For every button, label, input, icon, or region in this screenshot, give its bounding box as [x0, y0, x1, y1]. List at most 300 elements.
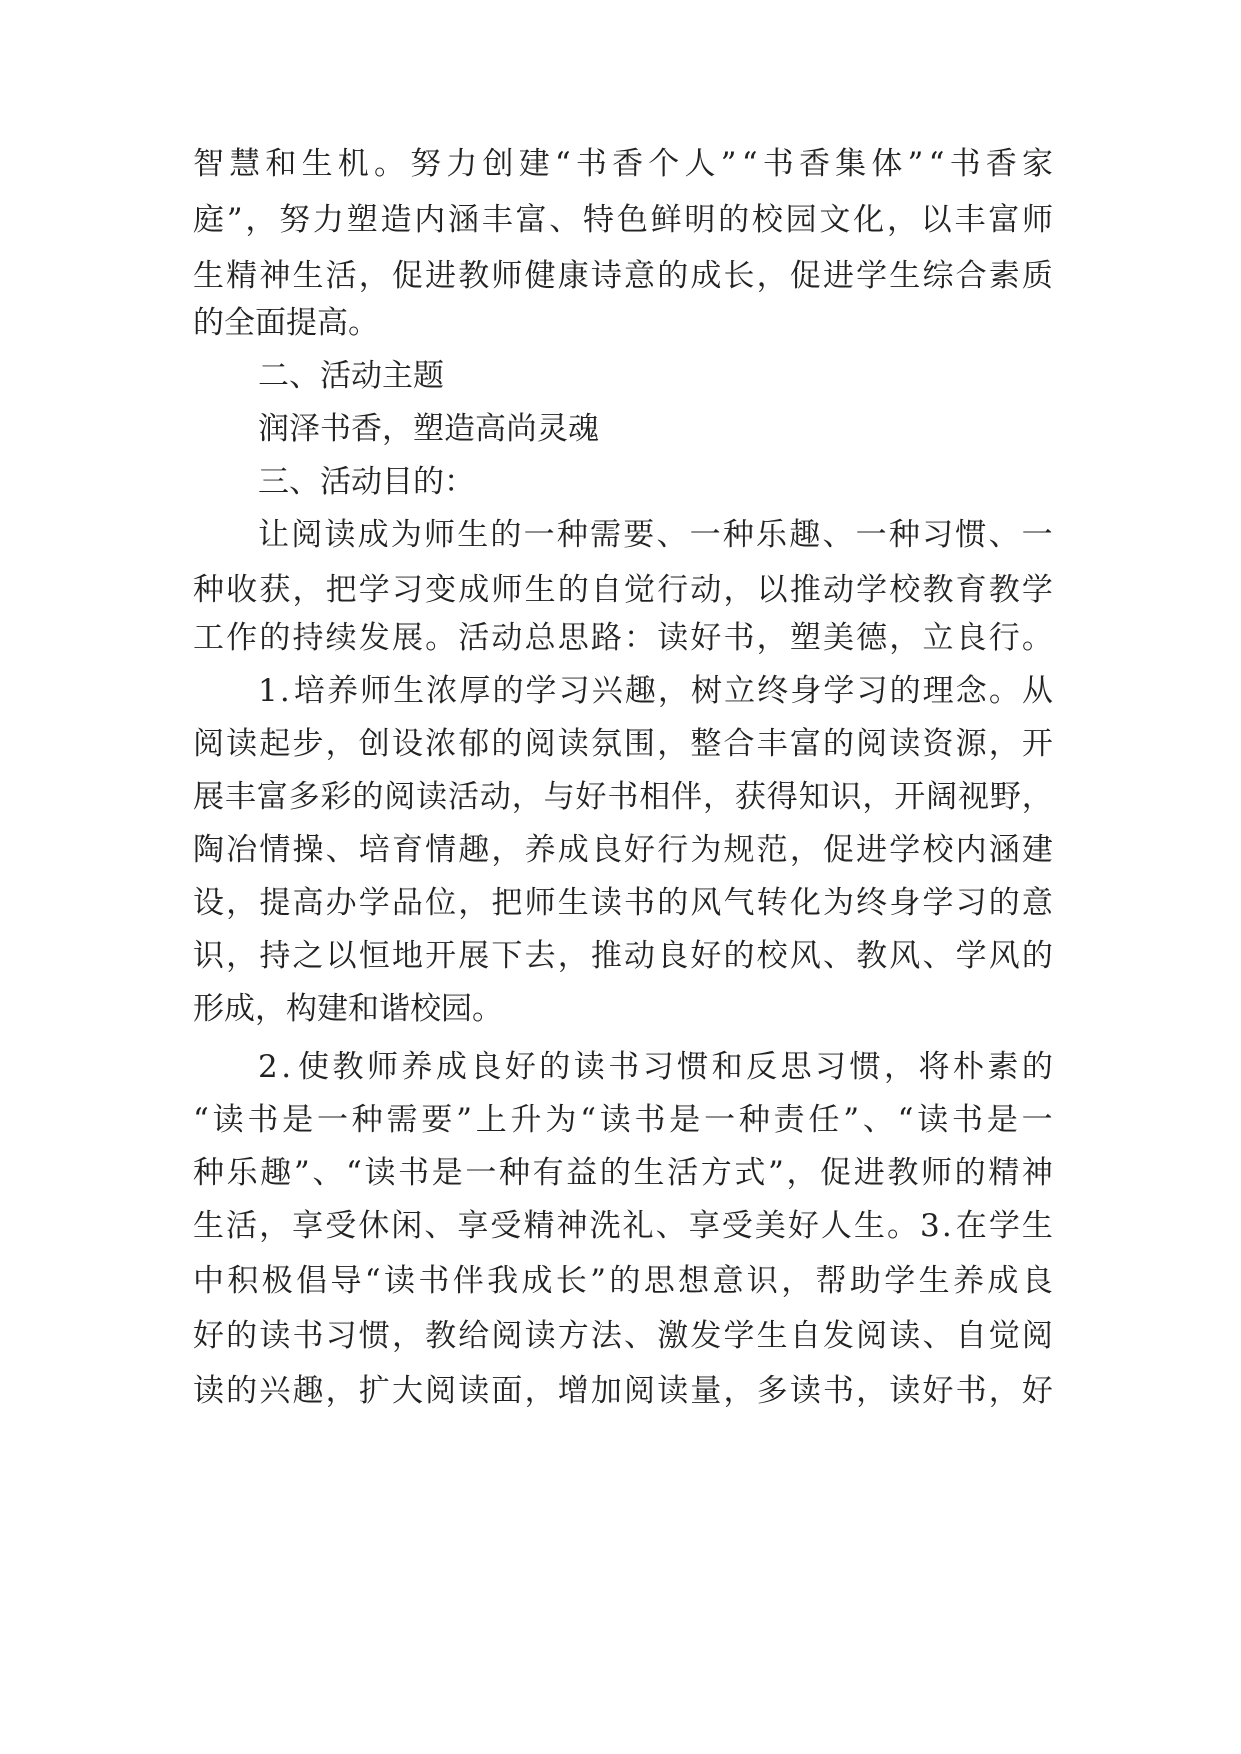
- text-glyph: 惯: [677, 1049, 709, 1085]
- section-heading: 三、活动目的：: [258, 464, 475, 500]
- text-glyph: 得: [766, 779, 798, 815]
- text-glyph: 。: [425, 620, 457, 656]
- text-glyph: 书: [575, 146, 607, 182]
- text-glyph: 学: [988, 1208, 1020, 1244]
- text-glyph: 阅: [856, 726, 888, 762]
- text-line: [258, 505, 1053, 565]
- text-glyph: 厚: [459, 673, 491, 709]
- text-glyph: 智: [193, 146, 224, 182]
- text-glyph: ，: [226, 885, 258, 921]
- text-glyph: 师: [366, 1049, 398, 1085]
- text-glyph: 读: [789, 1373, 821, 1409]
- text-glyph: 2: [258, 1049, 278, 1085]
- text-glyph: ，: [1021, 779, 1053, 815]
- text-glyph: 面: [491, 1373, 523, 1409]
- text-glyph: 教: [988, 572, 1020, 608]
- text-glyph: 是: [282, 1102, 314, 1138]
- text-glyph: 趣: [260, 1155, 292, 1191]
- text-glyph: 开: [894, 779, 926, 815]
- text-glyph: 助: [849, 1263, 881, 1299]
- text-glyph: 乐: [226, 1155, 258, 1191]
- text-glyph: ”: [767, 1155, 784, 1191]
- text-glyph: “: [193, 1102, 209, 1138]
- text-glyph: ，: [491, 832, 523, 868]
- text-glyph: 、: [656, 517, 688, 553]
- text-glyph: 美: [822, 620, 854, 656]
- text-glyph: 续: [325, 620, 357, 656]
- text-glyph: 、: [312, 1155, 344, 1191]
- text-glyph: 是: [431, 1155, 463, 1191]
- text-glyph: ，: [325, 1373, 357, 1409]
- text-glyph: 生: [193, 258, 224, 294]
- text-glyph: 、: [922, 1318, 954, 1354]
- text-glyph: “: [928, 146, 945, 182]
- text-glyph: 是: [986, 1102, 1018, 1138]
- text-glyph: ，: [786, 1155, 818, 1191]
- text-glyph: 展: [458, 938, 490, 974]
- text-glyph: 校: [756, 938, 788, 974]
- text-glyph: 创: [482, 146, 514, 182]
- text-glyph: 活: [667, 1155, 699, 1191]
- text-glyph: 良: [1021, 1263, 1053, 1299]
- text-glyph: 精: [226, 258, 258, 294]
- text-glyph: 色: [616, 202, 648, 238]
- text-glyph: 进: [425, 258, 457, 294]
- text-glyph: 建: [518, 146, 550, 182]
- text-glyph: 涵: [988, 832, 1020, 868]
- text-glyph: ，: [756, 258, 788, 294]
- text-glyph: 法: [590, 1318, 622, 1354]
- text-glyph: 好: [624, 832, 656, 868]
- text-glyph: 一: [704, 1102, 736, 1138]
- text-glyph: 阅: [425, 1373, 457, 1409]
- text-glyph: ，: [889, 620, 921, 656]
- text-glyph: ，: [458, 885, 490, 921]
- text-glyph: 生: [193, 1208, 224, 1244]
- text-glyph: 、: [988, 517, 1020, 553]
- text-glyph: 、: [549, 202, 581, 238]
- text-glyph: 识: [746, 1263, 778, 1299]
- text-glyph: 野: [989, 779, 1021, 815]
- text-line: [193, 190, 1053, 250]
- text-glyph: ，: [524, 1373, 556, 1409]
- text-glyph: 一: [1021, 517, 1053, 553]
- text-glyph: 一: [689, 517, 721, 553]
- text-glyph: ，: [988, 726, 1020, 762]
- text-glyph: ，: [703, 779, 734, 815]
- text-glyph: 反: [746, 1049, 778, 1085]
- text-glyph: 有: [532, 1155, 564, 1191]
- text-glyph: 。: [988, 673, 1020, 709]
- text-glyph: 的: [492, 673, 524, 709]
- text-glyph: 陶: [193, 832, 224, 868]
- text-line: 润泽书香，塑造高尚灵魂: [258, 411, 599, 447]
- text-glyph: 享: [292, 1208, 324, 1244]
- text-glyph: 动: [491, 620, 523, 656]
- text-glyph: 把: [325, 572, 357, 608]
- text-glyph: 学: [922, 885, 954, 921]
- text-glyph: 导: [330, 1263, 362, 1299]
- text-glyph: 。: [1021, 620, 1053, 656]
- text-glyph: 1: [258, 673, 278, 709]
- text-glyph: 极: [261, 1263, 293, 1299]
- text-glyph: 知: [798, 779, 830, 815]
- text-glyph: 读: [889, 1318, 921, 1354]
- text-glyph: 、: [822, 938, 854, 974]
- text-glyph: .: [279, 673, 290, 709]
- text-glyph: 意: [624, 258, 656, 294]
- text-line: [193, 1090, 1053, 1150]
- text-glyph: 、: [325, 832, 357, 868]
- text-glyph: 康: [557, 258, 589, 294]
- text-glyph: ，: [657, 673, 689, 709]
- text-glyph: 念: [955, 673, 987, 709]
- text-glyph: 习: [955, 885, 987, 921]
- text-glyph: 思: [780, 1049, 812, 1085]
- text-glyph: 阅: [491, 1318, 523, 1354]
- text-glyph: 的: [226, 1373, 258, 1409]
- text-glyph: 成: [521, 1263, 553, 1299]
- text-glyph: “: [741, 146, 758, 182]
- text-glyph: 校: [922, 832, 954, 868]
- text-glyph: 方: [557, 1318, 589, 1354]
- text-glyph: ，: [988, 1373, 1020, 1409]
- text-glyph: 开: [1021, 726, 1053, 762]
- text-glyph: 特: [583, 202, 615, 238]
- text-glyph: 读: [324, 517, 356, 553]
- text-glyph: “: [554, 146, 571, 182]
- text-glyph: 作: [226, 620, 258, 656]
- text-glyph: 。: [886, 1208, 918, 1244]
- text-glyph: 读: [657, 620, 689, 656]
- text-glyph: 之: [292, 938, 324, 974]
- text-glyph: 综: [922, 258, 954, 294]
- text-glyph: 去: [524, 938, 556, 974]
- text-glyph: 进: [856, 832, 888, 868]
- text-glyph: 阅: [856, 1318, 888, 1354]
- text-line: 的全面提高。: [193, 305, 379, 341]
- text-glyph: 为: [390, 517, 422, 553]
- text-glyph: 良: [955, 620, 987, 656]
- text-glyph: 发: [358, 620, 390, 656]
- text-glyph: 风: [889, 938, 921, 974]
- text-glyph: ，: [723, 1373, 755, 1409]
- text-glyph: 思: [557, 620, 589, 656]
- text-glyph: 加: [590, 1373, 622, 1409]
- text-glyph: 内: [955, 832, 987, 868]
- text-glyph: 良: [470, 1049, 502, 1085]
- text-glyph: 学: [1021, 572, 1053, 608]
- text-glyph: 化: [853, 202, 885, 238]
- text-glyph: 生: [918, 1263, 950, 1299]
- text-glyph: 习: [325, 1318, 357, 1354]
- text-glyph: 推: [789, 572, 821, 608]
- text-glyph: 帮: [815, 1263, 847, 1299]
- text-glyph: 情: [425, 832, 457, 868]
- text-glyph: 觉: [988, 1318, 1020, 1354]
- text-glyph: 学: [525, 673, 557, 709]
- text-glyph: 思: [643, 1263, 675, 1299]
- text-glyph: 自: [789, 1318, 821, 1354]
- text-glyph: 好: [504, 1049, 536, 1085]
- text-line: [193, 820, 1053, 880]
- text-glyph: 好: [1021, 1373, 1053, 1409]
- text-glyph: 种: [722, 517, 754, 553]
- text-glyph: 师: [424, 517, 456, 553]
- text-glyph: 氛: [590, 726, 622, 762]
- text-glyph: 建: [1021, 832, 1053, 868]
- text-glyph: 丰: [954, 202, 986, 238]
- text-glyph: 下: [491, 938, 523, 974]
- text-glyph: 力: [446, 146, 478, 182]
- text-glyph: 的: [609, 1263, 641, 1299]
- text-glyph: 的: [889, 673, 921, 709]
- text-glyph: 香: [798, 146, 830, 182]
- text-glyph: 规: [723, 832, 755, 868]
- text-glyph: 种: [556, 517, 588, 553]
- text-glyph: 书: [949, 146, 981, 182]
- text-glyph: ”: [590, 1263, 607, 1299]
- text-glyph: 意: [712, 1263, 744, 1299]
- text-glyph: 相: [639, 779, 671, 815]
- text-glyph: 读: [557, 726, 589, 762]
- text-glyph: ，: [862, 779, 894, 815]
- text-glyph: ，: [883, 1049, 915, 1085]
- text-glyph: 生: [756, 1318, 788, 1354]
- text-glyph: 。: [373, 146, 405, 182]
- text-glyph: 的: [1021, 1049, 1053, 1085]
- text-glyph: 师: [491, 258, 523, 294]
- text-glyph: ，: [789, 832, 821, 868]
- text-glyph: 自: [955, 1318, 987, 1354]
- text-glyph: 大: [391, 1373, 423, 1409]
- text-glyph: 、: [624, 1318, 656, 1354]
- text-glyph: ，: [723, 572, 755, 608]
- text-glyph: ，: [259, 1208, 291, 1244]
- text-glyph: ，: [557, 938, 589, 974]
- text-glyph: 益: [566, 1155, 598, 1191]
- text-glyph: 精: [523, 1208, 555, 1244]
- text-glyph: 理: [922, 673, 954, 709]
- text-glyph: 好: [690, 938, 722, 974]
- text-glyph: 乐: [756, 517, 788, 553]
- text-glyph: 持: [292, 620, 324, 656]
- text-glyph: 的: [352, 779, 384, 815]
- text-glyph: 伴: [452, 1263, 484, 1299]
- text-glyph: 在: [955, 1208, 987, 1244]
- text-glyph: 自: [590, 572, 622, 608]
- text-glyph: 书: [634, 1102, 666, 1138]
- text-glyph: ”: [293, 1155, 310, 1191]
- text-glyph: 力: [312, 202, 344, 238]
- text-glyph: 种: [498, 1155, 530, 1191]
- text-glyph: 惯: [358, 1318, 390, 1354]
- text-glyph: 发: [822, 1318, 854, 1354]
- text-glyph: 园: [785, 202, 817, 238]
- text-glyph: 从: [1021, 673, 1053, 709]
- text-glyph: 、: [862, 1102, 894, 1138]
- text-glyph: 富: [256, 779, 288, 815]
- text-glyph: 素: [987, 1049, 1019, 1085]
- text-glyph: 成: [987, 1263, 1019, 1299]
- text-line: 形成，构建和谐校园。: [193, 991, 503, 1027]
- text-glyph: 受: [490, 1208, 522, 1244]
- text-glyph: 给: [458, 1318, 490, 1354]
- text-glyph: 好: [922, 1373, 954, 1409]
- text-glyph: 将: [918, 1049, 950, 1085]
- text-glyph: 教: [458, 258, 490, 294]
- text-line: [193, 873, 1053, 933]
- text-glyph: 生: [301, 146, 333, 182]
- text-glyph: 努: [410, 146, 442, 182]
- text-glyph: ，: [756, 620, 788, 656]
- text-glyph: 多: [288, 779, 320, 815]
- text-glyph: 受: [325, 1208, 357, 1244]
- text-glyph: .: [281, 1049, 292, 1085]
- text-glyph: 终: [856, 885, 888, 921]
- text-glyph: 动: [479, 779, 511, 815]
- text-glyph: 获: [734, 779, 766, 815]
- text-glyph: 诗: [590, 258, 622, 294]
- text-glyph: 书: [418, 1263, 450, 1299]
- text-glyph: 种: [193, 1155, 224, 1191]
- text-glyph: 读: [259, 1318, 291, 1354]
- text-glyph: 读: [212, 1102, 244, 1138]
- text-glyph: 养: [326, 673, 358, 709]
- text-glyph: 操: [292, 832, 324, 868]
- text-glyph: 伴: [671, 779, 703, 815]
- text-glyph: 提: [259, 885, 291, 921]
- text-glyph: 的: [657, 885, 689, 921]
- text-glyph: 浓: [426, 673, 458, 709]
- text-glyph: 路: [590, 620, 622, 656]
- text-glyph: 风: [789, 938, 821, 974]
- text-glyph: 资: [922, 726, 954, 762]
- text-glyph: 情: [259, 832, 291, 868]
- text-glyph: 读: [193, 1373, 224, 1409]
- text-glyph: 的: [822, 726, 854, 762]
- text-glyph: 阅: [384, 779, 416, 815]
- text-glyph: 终: [757, 673, 789, 709]
- text-glyph: ，: [245, 202, 277, 238]
- text-line: [193, 1143, 1053, 1203]
- text-glyph: 种: [351, 1102, 383, 1138]
- text-line: [258, 1037, 1053, 1097]
- text-glyph: 为: [822, 885, 854, 921]
- text-glyph: 以: [920, 202, 952, 238]
- text-glyph: ，: [886, 202, 918, 238]
- text-glyph: ”: [226, 202, 243, 238]
- text-glyph: 神: [259, 258, 291, 294]
- text-glyph: 持: [259, 938, 291, 974]
- text-glyph: 增: [557, 1373, 589, 1409]
- text-glyph: ”: [720, 146, 737, 182]
- text-glyph: 习: [642, 1049, 674, 1085]
- text-glyph: 努: [279, 202, 311, 238]
- text-glyph: 起: [259, 726, 291, 762]
- text-glyph: 学: [823, 673, 855, 709]
- text-glyph: 塑: [346, 202, 378, 238]
- text-glyph: 生: [853, 1208, 885, 1244]
- text-glyph: 生: [557, 885, 589, 921]
- text-glyph: 集: [835, 146, 867, 182]
- text-glyph: 动: [822, 572, 854, 608]
- text-glyph: 种: [738, 1102, 770, 1138]
- text-glyph: 浓: [425, 726, 457, 762]
- text-glyph: 神: [1021, 1155, 1053, 1191]
- text-glyph: 需: [590, 517, 622, 553]
- text-glyph: 意: [1021, 885, 1053, 921]
- text-glyph: 学: [884, 1263, 916, 1299]
- text-glyph: 立: [922, 620, 954, 656]
- text-glyph: 倡: [296, 1263, 328, 1299]
- text-glyph: 习: [815, 1049, 847, 1085]
- text-glyph: 围: [624, 726, 656, 762]
- text-glyph: 要: [623, 517, 655, 553]
- text-glyph: 长: [555, 1263, 587, 1299]
- text-glyph: 惯: [955, 517, 987, 553]
- text-glyph: 读: [573, 1049, 605, 1085]
- text-glyph: 习: [558, 673, 590, 709]
- text-glyph: 阅: [291, 517, 323, 553]
- section-heading: 二、活动主题: [258, 358, 444, 394]
- text-glyph: 成: [458, 572, 490, 608]
- text-glyph: “: [345, 1155, 362, 1191]
- text-glyph: 生: [889, 258, 921, 294]
- text-glyph: 师: [360, 673, 392, 709]
- text-glyph: 良: [590, 832, 622, 868]
- text-glyph: 动: [690, 572, 722, 608]
- text-glyph: 上: [475, 1102, 507, 1138]
- text-glyph: 源: [955, 726, 987, 762]
- text-glyph: 促: [822, 832, 854, 868]
- text-glyph: 、: [922, 938, 954, 974]
- text-glyph: 行: [657, 832, 689, 868]
- text-glyph: 量: [690, 1373, 722, 1409]
- text-glyph: 想: [678, 1263, 710, 1299]
- text-glyph: 方: [700, 1155, 732, 1191]
- text-glyph: 读: [226, 726, 258, 762]
- text-glyph: 设: [391, 726, 423, 762]
- text-glyph: 丰: [481, 202, 513, 238]
- text-glyph: 风: [988, 938, 1020, 974]
- text-glyph: 读: [416, 779, 448, 815]
- text-glyph: 彩: [320, 779, 352, 815]
- text-glyph: 识: [193, 938, 224, 974]
- text-glyph: ”: [456, 1102, 472, 1138]
- text-glyph: 总: [524, 620, 556, 656]
- text-glyph: 好: [193, 1318, 224, 1354]
- text-glyph: 塑: [789, 620, 821, 656]
- text-glyph: 生: [292, 258, 324, 294]
- text-glyph: 生: [524, 572, 556, 608]
- text-glyph: 师: [491, 572, 523, 608]
- text-glyph: 趣: [292, 1373, 324, 1409]
- text-glyph: 学: [955, 938, 987, 974]
- text-glyph: “: [364, 1263, 381, 1299]
- text-line: [193, 608, 1053, 668]
- text-glyph: 阅: [524, 726, 556, 762]
- text-glyph: 文: [819, 202, 851, 238]
- text-glyph: 和: [711, 1049, 743, 1085]
- text-glyph: 生: [393, 673, 425, 709]
- text-glyph: 的: [599, 1155, 631, 1191]
- text-glyph: 扩: [358, 1373, 390, 1409]
- text-glyph: 学: [856, 258, 888, 294]
- text-glyph: 书: [723, 620, 755, 656]
- text-glyph: 步: [292, 726, 324, 762]
- text-glyph: 促: [789, 258, 821, 294]
